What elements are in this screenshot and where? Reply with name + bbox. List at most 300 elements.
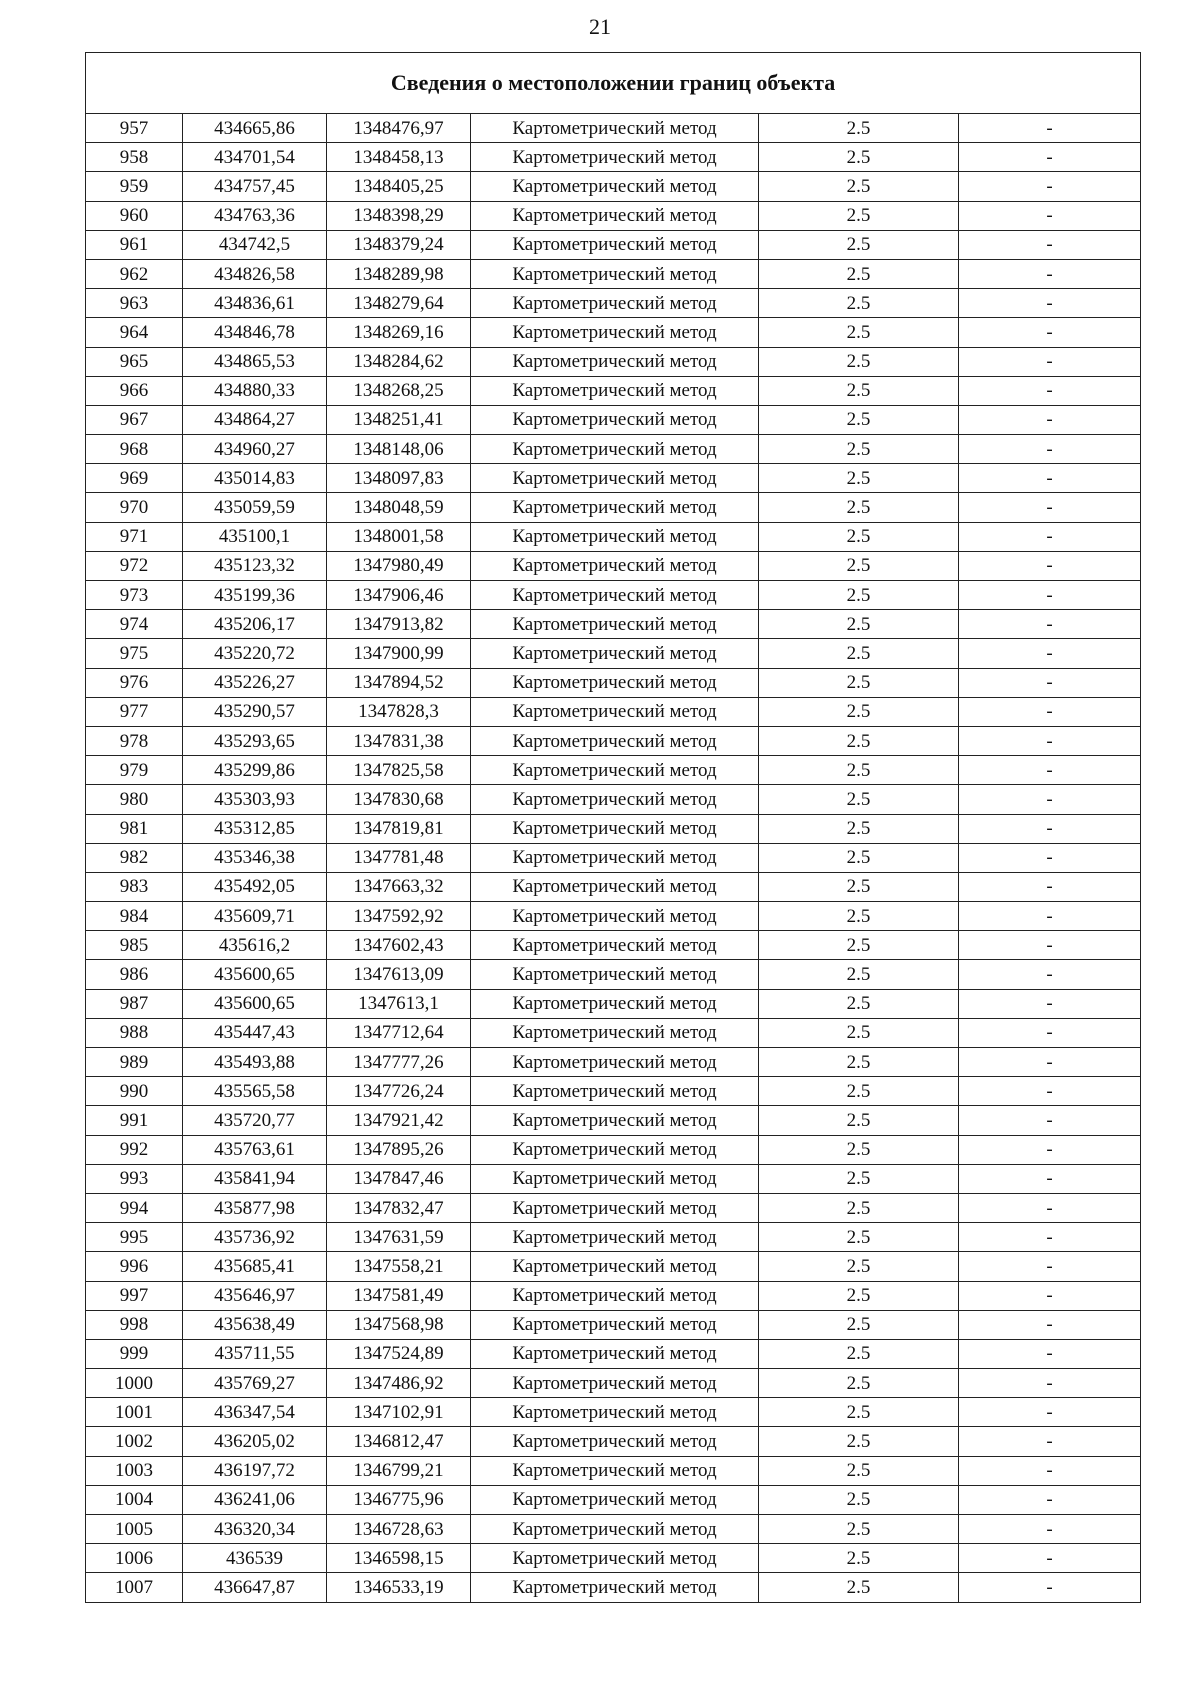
description-cell: - [959, 1164, 1141, 1193]
x-coordinate-cell: 435312,85 [183, 814, 327, 843]
table-row [86, 318, 1141, 347]
accuracy-cell: 2.5 [759, 1339, 959, 1368]
method-cell: Картометрический метод [471, 1339, 759, 1368]
point-number-cell: 989 [86, 1048, 183, 1077]
description-cell: - [959, 201, 1141, 230]
description-cell: - [959, 464, 1141, 493]
point-number-cell: 972 [86, 551, 183, 580]
table-row [86, 1106, 1141, 1135]
x-coordinate-cell: 435014,83 [183, 464, 327, 493]
y-coordinate-cell: 1346533,19 [327, 1573, 471, 1602]
method-cell: Картометрический метод [471, 318, 759, 347]
description-cell: - [959, 405, 1141, 434]
accuracy-cell: 2.5 [759, 785, 959, 814]
point-number-cell: 982 [86, 843, 183, 872]
x-coordinate-cell: 435299,86 [183, 756, 327, 785]
point-number-cell: 994 [86, 1193, 183, 1222]
method-cell: Картометрический метод [471, 259, 759, 288]
point-number-cell: 962 [86, 259, 183, 288]
point-number-cell: 968 [86, 435, 183, 464]
accuracy-cell: 2.5 [759, 1456, 959, 1485]
y-coordinate-cell: 1347558,21 [327, 1252, 471, 1281]
table-row [86, 172, 1141, 201]
point-number-cell: 999 [86, 1339, 183, 1368]
x-coordinate-cell: 436347,54 [183, 1398, 327, 1427]
y-coordinate-cell: 1347524,89 [327, 1339, 471, 1368]
y-coordinate-cell: 1348001,58 [327, 522, 471, 551]
table-row [86, 259, 1141, 288]
point-number-cell: 1004 [86, 1485, 183, 1514]
method-cell: Картометрический метод [471, 1398, 759, 1427]
accuracy-cell: 2.5 [759, 493, 959, 522]
description-cell: - [959, 1515, 1141, 1544]
point-number-cell: 991 [86, 1106, 183, 1135]
method-cell: Картометрический метод [471, 610, 759, 639]
table-row [86, 785, 1141, 814]
description-cell: - [959, 756, 1141, 785]
table-row [86, 581, 1141, 610]
x-coordinate-cell: 435736,92 [183, 1223, 327, 1252]
table-row [86, 1018, 1141, 1047]
description-cell: - [959, 114, 1141, 143]
method-cell: Картометрический метод [471, 1456, 759, 1485]
description-cell: - [959, 931, 1141, 960]
table-row [86, 1398, 1141, 1427]
accuracy-cell: 2.5 [759, 697, 959, 726]
accuracy-cell: 2.5 [759, 872, 959, 901]
description-cell: - [959, 1281, 1141, 1310]
point-number-cell: 970 [86, 493, 183, 522]
method-cell: Картометрический метод [471, 522, 759, 551]
point-number-cell: 1002 [86, 1427, 183, 1456]
table-row [86, 902, 1141, 931]
point-number-cell: 958 [86, 143, 183, 172]
point-number-cell: 959 [86, 172, 183, 201]
x-coordinate-cell: 435720,77 [183, 1106, 327, 1135]
point-number-cell: 963 [86, 289, 183, 318]
description-cell: - [959, 1369, 1141, 1398]
y-coordinate-cell: 1347726,24 [327, 1077, 471, 1106]
table-row [86, 639, 1141, 668]
x-coordinate-cell: 434757,45 [183, 172, 327, 201]
accuracy-cell: 2.5 [759, 1135, 959, 1164]
x-coordinate-cell: 435646,97 [183, 1281, 327, 1310]
y-coordinate-cell: 1348048,59 [327, 493, 471, 522]
accuracy-cell: 2.5 [759, 814, 959, 843]
x-coordinate-cell: 435123,32 [183, 551, 327, 580]
y-coordinate-cell: 1347847,46 [327, 1164, 471, 1193]
description-cell: - [959, 960, 1141, 989]
table-body [86, 53, 1141, 1603]
accuracy-cell: 2.5 [759, 201, 959, 230]
description-cell: - [959, 230, 1141, 259]
point-number-cell: 966 [86, 376, 183, 405]
x-coordinate-cell: 435685,41 [183, 1252, 327, 1281]
x-coordinate-cell: 434846,78 [183, 318, 327, 347]
x-coordinate-cell: 434836,61 [183, 289, 327, 318]
point-number-cell: 993 [86, 1164, 183, 1193]
y-coordinate-cell: 1348251,41 [327, 405, 471, 434]
table-row [86, 1573, 1141, 1602]
table-row [86, 756, 1141, 785]
y-coordinate-cell: 1348279,64 [327, 289, 471, 318]
y-coordinate-cell: 1347613,1 [327, 989, 471, 1018]
y-coordinate-cell: 1347828,3 [327, 697, 471, 726]
point-number-cell: 984 [86, 902, 183, 931]
x-coordinate-cell: 435638,49 [183, 1310, 327, 1339]
method-cell: Картометрический метод [471, 201, 759, 230]
y-coordinate-cell: 1348284,62 [327, 347, 471, 376]
accuracy-cell: 2.5 [759, 318, 959, 347]
y-coordinate-cell: 1348269,16 [327, 318, 471, 347]
table-row [86, 522, 1141, 551]
method-cell: Картометрический метод [471, 639, 759, 668]
description-cell: - [959, 318, 1141, 347]
x-coordinate-cell: 435600,65 [183, 989, 327, 1018]
x-coordinate-cell: 435877,98 [183, 1193, 327, 1222]
description-cell: - [959, 143, 1141, 172]
point-number-cell: 981 [86, 814, 183, 843]
method-cell: Картометрический метод [471, 581, 759, 610]
table-row [86, 610, 1141, 639]
method-cell: Картометрический метод [471, 143, 759, 172]
y-coordinate-cell: 1347602,43 [327, 931, 471, 960]
description-cell: - [959, 1048, 1141, 1077]
table-row [86, 493, 1141, 522]
y-coordinate-cell: 1348379,24 [327, 230, 471, 259]
table-row [86, 814, 1141, 843]
x-coordinate-cell: 434763,36 [183, 201, 327, 230]
accuracy-cell: 2.5 [759, 1164, 959, 1193]
table-row [86, 1077, 1141, 1106]
x-coordinate-cell: 435565,58 [183, 1077, 327, 1106]
method-cell: Картометрический метод [471, 814, 759, 843]
method-cell: Картометрический метод [471, 785, 759, 814]
x-coordinate-cell: 435600,65 [183, 960, 327, 989]
x-coordinate-cell: 435447,43 [183, 1018, 327, 1047]
x-coordinate-cell: 435303,93 [183, 785, 327, 814]
description-cell: - [959, 1077, 1141, 1106]
point-number-cell: 973 [86, 581, 183, 610]
table-row [86, 1485, 1141, 1514]
description-cell: - [959, 1573, 1141, 1602]
method-cell: Картометрический метод [471, 872, 759, 901]
boundary-coordinates-table [85, 52, 1141, 1603]
accuracy-cell: 2.5 [759, 1281, 959, 1310]
method-cell: Картометрический метод [471, 1048, 759, 1077]
method-cell: Картометрический метод [471, 1164, 759, 1193]
x-coordinate-cell: 434701,54 [183, 143, 327, 172]
x-coordinate-cell: 435493,88 [183, 1048, 327, 1077]
accuracy-cell: 2.5 [759, 1515, 959, 1544]
x-coordinate-cell: 436647,87 [183, 1573, 327, 1602]
point-number-cell: 1007 [86, 1573, 183, 1602]
description-cell: - [959, 435, 1141, 464]
point-number-cell: 957 [86, 114, 183, 143]
method-cell: Картометрический метод [471, 1135, 759, 1164]
accuracy-cell: 2.5 [759, 726, 959, 755]
method-cell: Картометрический метод [471, 1077, 759, 1106]
x-coordinate-cell: 434742,5 [183, 230, 327, 259]
y-coordinate-cell: 1348458,13 [327, 143, 471, 172]
accuracy-cell: 2.5 [759, 289, 959, 318]
y-coordinate-cell: 1347895,26 [327, 1135, 471, 1164]
description-cell: - [959, 843, 1141, 872]
x-coordinate-cell: 434880,33 [183, 376, 327, 405]
point-number-cell: 1005 [86, 1515, 183, 1544]
point-number-cell: 986 [86, 960, 183, 989]
y-coordinate-cell: 1347825,58 [327, 756, 471, 785]
method-cell: Картометрический метод [471, 405, 759, 434]
accuracy-cell: 2.5 [759, 1018, 959, 1047]
table-row [86, 960, 1141, 989]
accuracy-cell: 2.5 [759, 522, 959, 551]
y-coordinate-cell: 1347913,82 [327, 610, 471, 639]
point-number-cell: 990 [86, 1077, 183, 1106]
accuracy-cell: 2.5 [759, 843, 959, 872]
y-coordinate-cell: 1347712,64 [327, 1018, 471, 1047]
description-cell: - [959, 1310, 1141, 1339]
method-cell: Картометрический метод [471, 1427, 759, 1456]
accuracy-cell: 2.5 [759, 376, 959, 405]
method-cell: Картометрический метод [471, 493, 759, 522]
y-coordinate-cell: 1347781,48 [327, 843, 471, 872]
description-cell: - [959, 902, 1141, 931]
table-row [86, 435, 1141, 464]
point-number-cell: 1003 [86, 1456, 183, 1485]
point-number-cell: 996 [86, 1252, 183, 1281]
method-cell: Картометрический метод [471, 1281, 759, 1310]
y-coordinate-cell: 1347102,91 [327, 1398, 471, 1427]
method-cell: Картометрический метод [471, 347, 759, 376]
method-cell: Картометрический метод [471, 843, 759, 872]
accuracy-cell: 2.5 [759, 435, 959, 464]
description-cell: - [959, 551, 1141, 580]
method-cell: Картометрический метод [471, 114, 759, 143]
y-coordinate-cell: 1346799,21 [327, 1456, 471, 1485]
accuracy-cell: 2.5 [759, 405, 959, 434]
method-cell: Картометрический метод [471, 1018, 759, 1047]
x-coordinate-cell: 435100,1 [183, 522, 327, 551]
accuracy-cell: 2.5 [759, 143, 959, 172]
description-cell: - [959, 1193, 1141, 1222]
table-row [86, 1339, 1141, 1368]
method-cell: Картометрический метод [471, 931, 759, 960]
accuracy-cell: 2.5 [759, 756, 959, 785]
point-number-cell: 998 [86, 1310, 183, 1339]
point-number-cell: 975 [86, 639, 183, 668]
table-row [86, 1544, 1141, 1573]
x-coordinate-cell: 435609,71 [183, 902, 327, 931]
accuracy-cell: 2.5 [759, 1398, 959, 1427]
table-row [86, 405, 1141, 434]
x-coordinate-cell: 435290,57 [183, 697, 327, 726]
accuracy-cell: 2.5 [759, 1544, 959, 1573]
point-number-cell: 1000 [86, 1369, 183, 1398]
accuracy-cell: 2.5 [759, 259, 959, 288]
point-number-cell: 988 [86, 1018, 183, 1047]
description-cell: - [959, 493, 1141, 522]
x-coordinate-cell: 434865,53 [183, 347, 327, 376]
accuracy-cell: 2.5 [759, 1193, 959, 1222]
description-cell: - [959, 1427, 1141, 1456]
method-cell: Картометрический метод [471, 464, 759, 493]
table-row [86, 1048, 1141, 1077]
table-row [86, 1515, 1141, 1544]
accuracy-cell: 2.5 [759, 1310, 959, 1339]
y-coordinate-cell: 1347592,92 [327, 902, 471, 931]
description-cell: - [959, 1544, 1141, 1573]
point-number-cell: 969 [86, 464, 183, 493]
point-number-cell: 965 [86, 347, 183, 376]
y-coordinate-cell: 1347631,59 [327, 1223, 471, 1252]
description-cell: - [959, 785, 1141, 814]
y-coordinate-cell: 1346728,63 [327, 1515, 471, 1544]
method-cell: Картометрический метод [471, 1485, 759, 1514]
point-number-cell: 980 [86, 785, 183, 814]
method-cell: Картометрический метод [471, 726, 759, 755]
method-cell: Картометрический метод [471, 1193, 759, 1222]
accuracy-cell: 2.5 [759, 1252, 959, 1281]
table-row [86, 347, 1141, 376]
point-number-cell: 979 [86, 756, 183, 785]
y-coordinate-cell: 1347613,09 [327, 960, 471, 989]
y-coordinate-cell: 1348148,06 [327, 435, 471, 464]
y-coordinate-cell: 1347894,52 [327, 668, 471, 697]
y-coordinate-cell: 1348405,25 [327, 172, 471, 201]
table-row [86, 1456, 1141, 1485]
page-number: 21 [589, 14, 611, 39]
x-coordinate-cell: 436197,72 [183, 1456, 327, 1485]
table-row [86, 376, 1141, 405]
point-number-cell: 983 [86, 872, 183, 901]
table-row [86, 289, 1141, 318]
description-cell: - [959, 726, 1141, 755]
x-coordinate-cell: 436539 [183, 1544, 327, 1573]
method-cell: Картометрический метод [471, 1252, 759, 1281]
y-coordinate-cell: 1347830,68 [327, 785, 471, 814]
accuracy-cell: 2.5 [759, 464, 959, 493]
accuracy-cell: 2.5 [759, 1369, 959, 1398]
point-number-cell: 967 [86, 405, 183, 434]
point-number-cell: 1006 [86, 1544, 183, 1573]
accuracy-cell: 2.5 [759, 230, 959, 259]
y-coordinate-cell: 1347900,99 [327, 639, 471, 668]
description-cell: - [959, 814, 1141, 843]
description-cell: - [959, 347, 1141, 376]
method-cell: Картометрический метод [471, 1310, 759, 1339]
table-row [86, 1135, 1141, 1164]
y-coordinate-cell: 1347980,49 [327, 551, 471, 580]
table-row [86, 1427, 1141, 1456]
method-cell: Картометрический метод [471, 960, 759, 989]
x-coordinate-cell: 435841,94 [183, 1164, 327, 1193]
accuracy-cell: 2.5 [759, 902, 959, 931]
point-number-cell: 997 [86, 1281, 183, 1310]
method-cell: Картометрический метод [471, 668, 759, 697]
description-cell: - [959, 697, 1141, 726]
method-cell: Картометрический метод [471, 551, 759, 580]
accuracy-cell: 2.5 [759, 1223, 959, 1252]
table-title: Сведения о местоположении границ объекта [86, 53, 1141, 114]
accuracy-cell: 2.5 [759, 347, 959, 376]
method-cell: Картометрический метод [471, 902, 759, 931]
table-row [86, 1252, 1141, 1281]
method-cell: Картометрический метод [471, 289, 759, 318]
y-coordinate-cell: 1346598,15 [327, 1544, 471, 1573]
point-number-cell: 978 [86, 726, 183, 755]
accuracy-cell: 2.5 [759, 1485, 959, 1514]
method-cell: Картометрический метод [471, 697, 759, 726]
y-coordinate-cell: 1347831,38 [327, 726, 471, 755]
method-cell: Картометрический метод [471, 1223, 759, 1252]
point-number-cell: 995 [86, 1223, 183, 1252]
point-number-cell: 964 [86, 318, 183, 347]
y-coordinate-cell: 1347777,26 [327, 1048, 471, 1077]
description-cell: - [959, 1398, 1141, 1427]
method-cell: Картометрический метод [471, 230, 759, 259]
description-cell: - [959, 989, 1141, 1018]
y-coordinate-cell: 1347832,47 [327, 1193, 471, 1222]
y-coordinate-cell: 1346812,47 [327, 1427, 471, 1456]
accuracy-cell: 2.5 [759, 1048, 959, 1077]
description-cell: - [959, 1485, 1141, 1514]
x-coordinate-cell: 436205,02 [183, 1427, 327, 1456]
method-cell: Картометрический метод [471, 1515, 759, 1544]
description-cell: - [959, 522, 1141, 551]
x-coordinate-cell: 436320,34 [183, 1515, 327, 1544]
table-row [86, 1164, 1141, 1193]
table-row [86, 1310, 1141, 1339]
y-coordinate-cell: 1347581,49 [327, 1281, 471, 1310]
point-number-cell: 960 [86, 201, 183, 230]
table-row [86, 843, 1141, 872]
y-coordinate-cell: 1347568,98 [327, 1310, 471, 1339]
y-coordinate-cell: 1348476,97 [327, 114, 471, 143]
table-row [86, 551, 1141, 580]
table-title-row [86, 53, 1141, 114]
description-cell: - [959, 610, 1141, 639]
description-cell: - [959, 1135, 1141, 1164]
point-number-cell: 971 [86, 522, 183, 551]
method-cell: Картометрический метод [471, 376, 759, 405]
description-cell: - [959, 289, 1141, 318]
description-cell: - [959, 1339, 1141, 1368]
accuracy-cell: 2.5 [759, 172, 959, 201]
x-coordinate-cell: 435763,61 [183, 1135, 327, 1164]
x-coordinate-cell: 435769,27 [183, 1369, 327, 1398]
x-coordinate-cell: 435220,72 [183, 639, 327, 668]
y-coordinate-cell: 1347486,92 [327, 1369, 471, 1398]
y-coordinate-cell: 1347921,42 [327, 1106, 471, 1135]
method-cell: Картометрический метод [471, 1544, 759, 1573]
method-cell: Картометрический метод [471, 1106, 759, 1135]
description-cell: - [959, 639, 1141, 668]
table-row [86, 114, 1141, 143]
description-cell: - [959, 259, 1141, 288]
boundary-table-container [85, 52, 1140, 1603]
y-coordinate-cell: 1348268,25 [327, 376, 471, 405]
table-row [86, 1193, 1141, 1222]
y-coordinate-cell: 1348289,98 [327, 259, 471, 288]
x-coordinate-cell: 434826,58 [183, 259, 327, 288]
method-cell: Картометрический метод [471, 756, 759, 785]
y-coordinate-cell: 1348097,83 [327, 464, 471, 493]
table-row [86, 1223, 1141, 1252]
x-coordinate-cell: 435293,65 [183, 726, 327, 755]
description-cell: - [959, 1223, 1141, 1252]
accuracy-cell: 2.5 [759, 639, 959, 668]
